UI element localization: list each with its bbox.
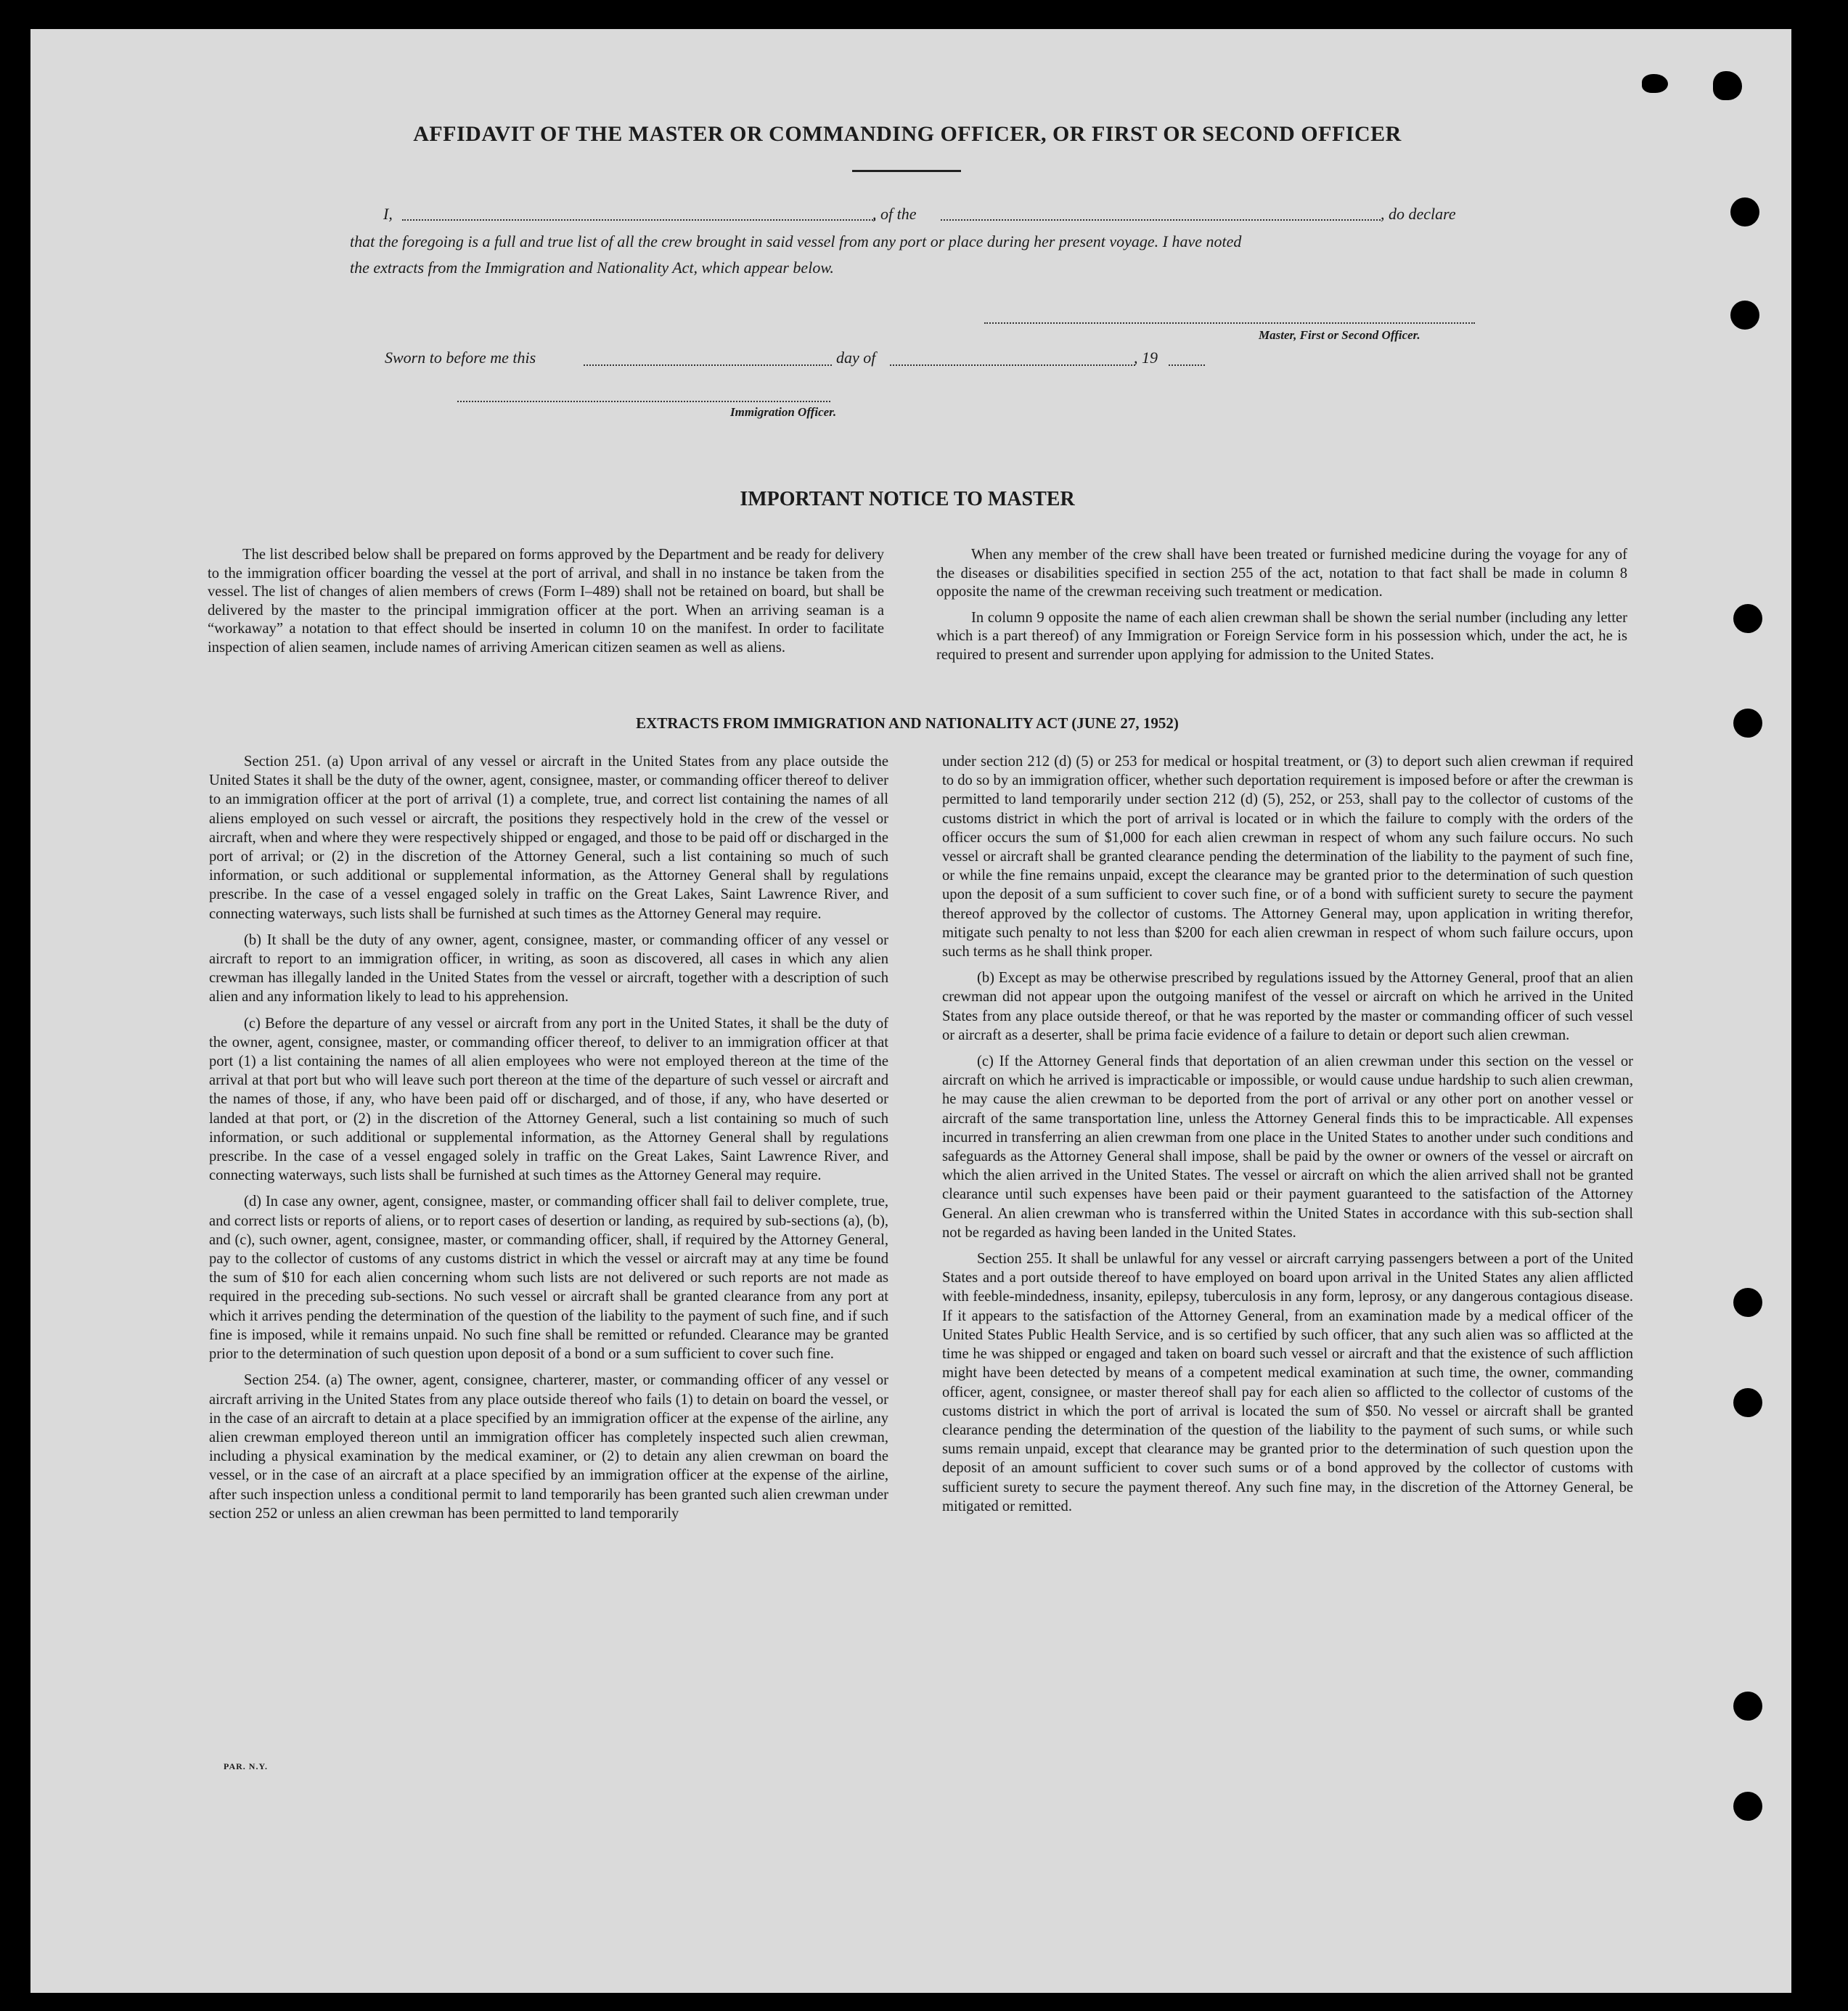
section-254-b: (b) Except as may be otherwise prescribed by regulations issued by the Attorney General, proof that an alien crewman did not appear upon the outgoing manifest of the vessel or aircraft on which he arrived in the United States from any place outside thereof, or that he was reported by the master or commanding officer of such vessel or aircraft as a deserter, shall be prima facie evidence of a failure to detain or deport such alien crewman. <box>942 970 1633 1043</box>
sworn-month-field[interactable] <box>890 364 1135 366</box>
day-of-label: day of <box>836 348 876 367</box>
printer-mark: PAR. N.Y. <box>224 1761 269 1771</box>
of-the-label: , of the <box>872 205 917 223</box>
punch-hole <box>1730 301 1759 330</box>
officer-signature-label: Immigration Officer. <box>730 405 837 419</box>
do-declare-label: , do declare <box>1381 205 1456 223</box>
section-251-a: Section 251. (a) Upon arrival of any vessel or aircraft in the United States from any place outside the United States it shall be the duty of the owner, agent, consignee, master, or commanding officer thereof to deliver to an immigration officer at the port of arrival (1) a complete, true, and correct list containing the names of all aliens employed on such vessel or aircraft, the positions they respectively hold in the crew of the vessel or aircraft, when and where they were respectively shipped or engaged, and those to be paid off or discharged in the port of arrival; or (2) in the discretion of the Attorney General, such a list containing so much of such information, or such additional or supplemental information, as the Attorney General shall by regulations prescribe. In the case of a vessel engaged solely in traffic on the Great Lakes, Saint Lawrence River, and connecting waterways, such lists shall be furnished at such times as the Attorney General may require. <box>209 754 888 922</box>
section-254-c: (c) If the Attorney General finds that deportation of an alien crewman under this section on the vessel or aircraft on which he arrived is impracticable or impossible, or would cause undue hardship to such alien crewman, he may cause the alien crewman to be deported from the port of arrival or any other port on another vessel or aircraft of the same transportation line, unless the Attorney General finds this to be impracticable. All expenses incurred in transferring an alien crewman from one place in the United States to another under such conditions and safeguards as the Attorney General shall impose, shall be paid by the owner or owners of the vessel or aircraft on which the alien arrived in the United States. The vessel or aircraft on which the alien arrived shall not be granted clearance until such expenses have been paid or their payment guaranteed to the satisfaction of the Attorney General. An alien crewman who is transferred within the United States in accordance with this sub-section shall not be regarded as having been landed in the United States. <box>942 1053 1633 1241</box>
sworn-year-field[interactable] <box>1169 364 1205 366</box>
punch-hole <box>1730 197 1759 227</box>
section-254-a: Section 254. (a) The owner, agent, consignee, charterer, master, or commanding officer of any vessel or aircraft arriving in the United States from any place outside thereof who fails (1) to detain on board the vessel, or in the case of an aircraft to detain at a place specified by an immigration officer at the expense of the airline, any alien crewman employed thereon until an immigration officer has completely inspected such alien crewman, including a physical examination by the medical examiner, or (2) to detain any alien crewman on board the vessel, or in the case of an aircraft at a place specified by an immigration officer at the expense of the airline, after such inspection unless a conditional permit to land temporarily has been granted such alien crewman under section 252 or unless an alien crewman has been permitted to land temporarily <box>209 1372 888 1522</box>
year-label: , 19 <box>1134 348 1158 367</box>
officer-signature-field[interactable] <box>457 401 830 402</box>
notice-right-paragraph-2: In column 9 opposite the name of each alien crewman shall be shown the serial number (including any letter which is a part thereof) of any Immigration or Foreign Service form in his possession which, under the act, he is required to present and surrender upon applying for admission to the United States. <box>936 609 1627 663</box>
notice-right-column <box>936 546 1627 672</box>
declaration-line-2: that the foregoing is a full and true list of all the crew brought in said vessel from any port or place during her present voyage. I have noted <box>350 232 1242 250</box>
punch-hole <box>1733 1692 1762 1721</box>
notice-right-paragraph-1: When any member of the crew shall have been treated or furnished medicine during the voyage for any of the diseases or disabilities specified in section 255 of the act, notation to that fact shall be made in column 8 opposite the name of the crewman receiving such treatment or medication. <box>936 547 1627 600</box>
notice-left-column <box>208 546 884 664</box>
title-rule <box>852 170 961 172</box>
section-255: Section 255. It shall be unlawful for any vessel or aircraft carrying passengers between a port of the United States and a port outside thereof to have employed on board upon arrival in the United States any alien afflicted with feeble-mindedness, insanity, epilepsy, tuberculosis in any form, leprosy, or any dangerous contagious disease. If it appears to the satisfaction of the Attorney General, from an examination made by a medical officer of the United States Public Health Service, and is so certified by such officer, that any such alien was so afflicted at the time he was shipped or engaged and taken on board such vessel or aircraft and that the existence of such affliction might have been detected by means of a competent medical examination at such time, the owner, commanding officer, agent, consignee, or master thereof shall pay for each alien so afflicted to the collector of customs of the customs district in which the port of arrival is located the sum of $50. No vessel or aircraft shall be granted clearance pending the determination of the question of the liability to the payment of such sums, or while such sums remain unpaid, except that clearance may be granted prior to the determination of such question upon the deposit of an amount sufficient to cover such sums or of a bond approved by the collector of customs with sufficient surety to secure the payment thereof. Any such fine may, in the discretion of the Attorney General, be mitigated or remitted. <box>942 1251 1633 1514</box>
punch-hole <box>1733 1792 1762 1821</box>
extracts-heading: EXTRACTS FROM IMMIGRATION AND NATIONALITY ACT (JUNE 27, 1952) <box>636 714 1179 732</box>
ink-blot <box>1642 74 1668 93</box>
section-254-a-continued: under section 212 (d) (5) or 253 for medical or hospital treatment, or (3) to deport such alien crewman if required to do so by an immigration officer, whether such deportation requirement is imposed before or after the crewman is permitted to land temporarily under section 212 (d) (5), 252, or 253, shall pay to the collector of customs of the customs district in which the port of arrival is located or in which the failure to comply with the orders of the officer occurs the sum of $1,000 for each alien crewman in respect of whom any such failure occurs. No such vessel or aircraft shall be granted clearance pending the determination of the liability to the payment of such fine, or while the fine remains unpaid, except the clearance may be granted prior to the determination of such question upon the deposit of a sum sufficient to cover such fine, or of a bond with sufficient surety to secure the payment thereof approved by the collector of customs. The Attorney General may, upon application in writing therefor, mitigate such penalty to not less than $200 for each alien crewman in respect of whom such failure occurs, upon such terms as he shall think proper. <box>942 754 1633 960</box>
section-251-d: (d) In case any owner, agent, consignee, master, or commanding officer shall fail to deliver complete, true, and correct lists or reports of aliens, or to report cases of desertion or landing, as required by sub-sections (a), (b), and (c), such owner, agent, consignee, master, or commanding officer, shall, if required by the Attorney General, pay to the collector of customs of any customs district in which the vessel or aircraft may at any time be found the sum of $10 for each alien concerning whom such lists are not delivered or such reports are not made as required in the preceding sub-sections. No such vessel or aircraft shall be granted clearance from any port at which it arrives pending the determination of the question of the liability to the payment of such fine, and if such fine is imposed, while it remains unpaid. No such fine shall be remitted or refunded. Clearance may be granted prior to the determination of such question upon deposit of a bond or a sum sufficient to cover such fine. <box>209 1194 888 1363</box>
vessel-name-field[interactable] <box>941 219 1381 221</box>
punch-hole <box>1733 1388 1762 1417</box>
sworn-label: Sworn to before me this <box>385 348 536 367</box>
declaration-line-3: the extracts from the Immigration and Nationality Act, which appear below. <box>350 258 834 277</box>
punch-hole <box>1733 709 1762 738</box>
notice-left-paragraph: The list described below shall be prepared on forms approved by the Department and be ready for delivery to the immigration officer boarding the vessel at the port of arrival, and shall in no instance be taken from the vessel. The list of changes of alien members of crews (Form I–489) shall not be retained on board, but shall be delivered by the master to the principal immigration officer at the port. When an arriving seaman is a “workaway” a notation to that effect should be inserted in column 10 on the manifest. In order to facilitate inspection of alien seamen, include names of arriving American citizen seamen as well as aliens. <box>208 547 884 656</box>
section-251-c: (c) Before the departure of any vessel or aircraft from any port in the United States, it shall be the duty of the owner, agent, consignee, master, or commanding officer thereof, to deliver to an immigration officer at that port (1) a list containing the names of all alien employees who were not employed thereon at the time of the arrival at that port but who will leave such port thereon at the time of the departure of such vessel or aircraft and the names of those, if any, who have been paid off or discharged, and of those, if any, who have deserted or landed at that port, or (2) in the discretion of the Attorney General, such a list containing so much of such information, or such additional or supplemental information, as the Attorney General shall by regulations prescribe. In the case of a vessel engaged solely in traffic on the Great Lakes, Saint Lawrence River, and connecting waterways, such lists shall be furnished at such times as the Attorney General may require. <box>209 1015 888 1184</box>
sworn-day-field[interactable] <box>584 364 832 366</box>
affidavit-title: AFFIDAVIT OF THE MASTER OR COMMANDING OFFICER, OR FIRST OR SECOND OFFICER <box>413 122 1402 146</box>
extracts-left-column <box>209 752 888 1530</box>
master-signature-label: Master, First or Second Officer. <box>1259 328 1420 342</box>
punch-hole <box>1733 604 1762 633</box>
notice-heading: IMPORTANT NOTICE TO MASTER <box>740 488 1075 510</box>
master-signature-field[interactable] <box>984 322 1475 324</box>
ink-blot <box>1713 71 1742 100</box>
punch-hole <box>1733 1288 1762 1317</box>
section-251-b: (b) It shall be the duty of any owner, agent, consignee, master, or commanding officer of any vessel or aircraft to report to an immigration officer, in writing, as soon as discovered, all cases in which any alien crewman has illegally landed in the United States from the vessel or aircraft, together with a description of such alien and any information likely to lead to his apprehension. <box>209 931 888 1006</box>
declarant-label: I, <box>383 205 393 223</box>
declarant-name-field[interactable] <box>402 219 875 221</box>
extracts-right-column <box>942 752 1633 1523</box>
